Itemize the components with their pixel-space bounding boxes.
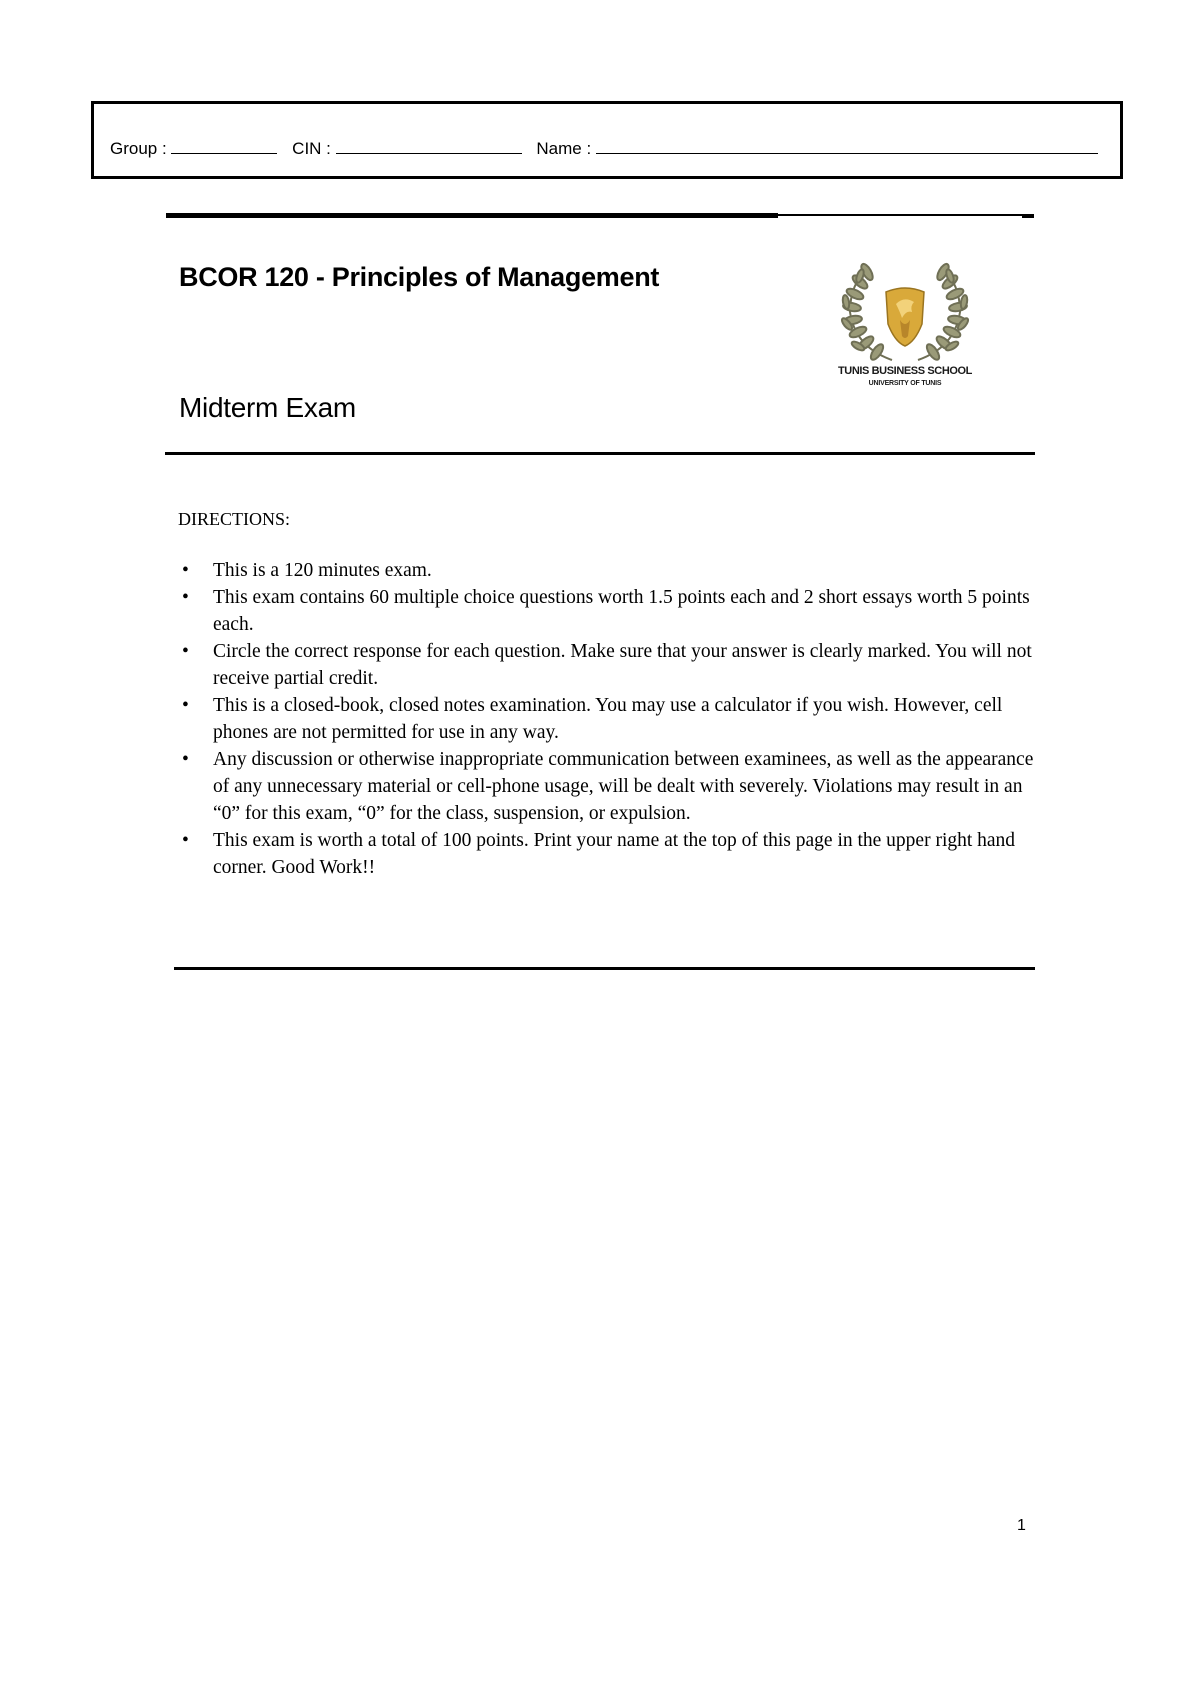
name-label: Name : [536, 139, 592, 158]
direction-text: This is a 120 minutes exam. [213, 560, 432, 581]
directions-divider [174, 967, 1035, 970]
directions-list [178, 557, 1038, 881]
direction-item [178, 584, 1038, 638]
eagle-laurel-wreath-emblem-icon [830, 262, 980, 367]
bullet-icon: • [182, 587, 189, 608]
direction-text: This exam is worth a total of 100 points. Print your name at the top of this page in the upper right hand corner. Good Work!! [213, 830, 1016, 878]
university-name: UNIVERSITY OF TUNIS [868, 380, 942, 387]
direction-item [178, 827, 1038, 881]
top-divider-thick [166, 213, 778, 218]
student-info-fields [110, 136, 1098, 159]
title-divider [165, 452, 1035, 455]
name-field[interactable] [596, 136, 1098, 154]
bullet-icon: • [182, 749, 189, 770]
group-field[interactable] [171, 136, 277, 154]
bullet-icon: • [182, 830, 189, 851]
direction-item [178, 746, 1038, 827]
direction-text: Any discussion or otherwise inappropriate communication between examinees, as well as the appearance of any unnecessary material or cell-phone usage, will be dealt with severely. Violations may result in an “0” for this exam, “0” for the class, suspension, or expulsion. [213, 749, 1034, 824]
top-divider-thin [778, 214, 1024, 216]
directions-heading: DIRECTIONS: [178, 509, 290, 529]
student-info-box [91, 101, 1123, 179]
bullet-icon: • [182, 695, 189, 716]
direction-item [178, 692, 1038, 746]
group-label: Group : [110, 139, 167, 158]
bullet-icon: • [182, 641, 189, 662]
cin-field[interactable] [336, 136, 522, 154]
course-title: BCOR 120 - Principles of Management [179, 262, 660, 292]
bullet-icon: • [182, 560, 189, 581]
page-number: 1 [1017, 1517, 1026, 1534]
direction-item [178, 557, 1038, 584]
school-logo [830, 262, 980, 392]
top-divider-end [1022, 214, 1034, 218]
school-name: TUNIS BUSINESS SCHOOL [837, 365, 972, 377]
exam-title: Midterm Exam [179, 392, 356, 423]
direction-text: Circle the correct response for each question. Make sure that your answer is clearly marked. You will not receive partial credit. [213, 641, 1032, 689]
direction-text: This is a closed-book, closed notes examination. You may use a calculator if you wish. However, cell phones are not permitted for use in any way. [213, 695, 1003, 743]
direction-item [178, 638, 1038, 692]
direction-text: This exam contains 60 multiple choice questions worth 1.5 points each and 2 short essays worth 5 points each. [213, 587, 1030, 635]
cin-label: CIN : [292, 139, 331, 158]
